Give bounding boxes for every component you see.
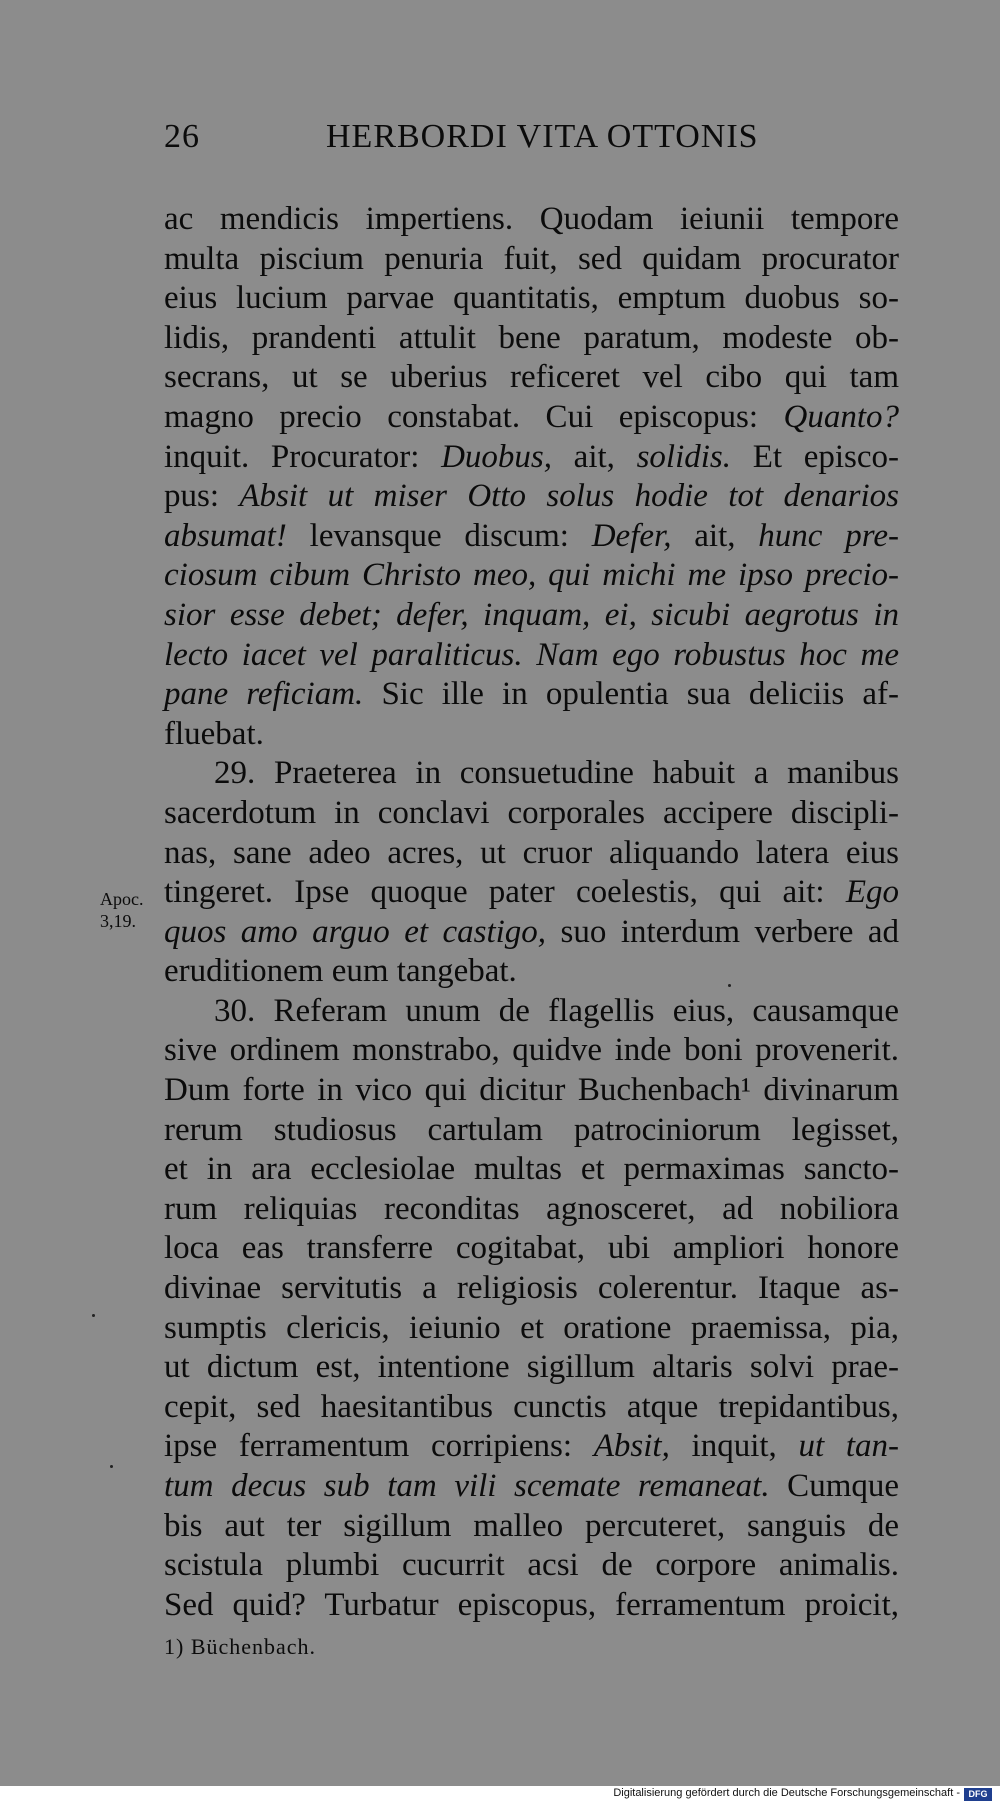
text-segment: pus: (164, 478, 240, 515)
italic-text-segment: pane reficiam. (164, 676, 364, 713)
text-segment: cepit, sed haesitantibus cunctis atque trepidantibus, (164, 1388, 899, 1425)
text-line (164, 952, 899, 992)
text-segment: nas, sane adeo acres, ut cruor aliquando latera eius (164, 834, 899, 871)
text-line (164, 240, 899, 280)
speck-mark (728, 984, 731, 987)
text-line (164, 1388, 899, 1428)
text-line (164, 319, 899, 359)
text-line (164, 596, 899, 636)
text-line (164, 1427, 899, 1467)
italic-text-segment: Absit, (593, 1428, 670, 1465)
text-line (164, 438, 899, 478)
dfg-logo: DFG (964, 1788, 992, 1801)
text-segment: ipse ferramentum corripiens: (164, 1428, 594, 1465)
text-segment: multa piscium penuria fuit, sed quidam procurator (164, 240, 899, 277)
text-segment: scistula plumbi cucurrit acsi de corpore animalis. (164, 1547, 899, 1584)
text-line (164, 675, 899, 715)
speck-mark (92, 1314, 95, 1317)
text-segment: tingeret. Ipse quoque pater coelestis, qui ait: (164, 874, 846, 911)
text-segment: sive ordinem monstrabo, quidve inde boni provenerit. (164, 1032, 899, 1069)
text-line (164, 1546, 899, 1586)
text-segment: sacerdotum in conclavi corporales accipere discipli- (164, 794, 899, 831)
text-line (164, 1309, 899, 1349)
margin-reference-verse: 3,19. (100, 911, 136, 931)
text-line (164, 754, 899, 794)
text-segment: inquit, (669, 1428, 799, 1465)
text-line (164, 517, 899, 557)
text-line (164, 1150, 899, 1190)
text-line (164, 477, 899, 517)
page-number: 26 (164, 118, 200, 155)
italic-text-segment: Quanto? (783, 398, 899, 435)
text-line (164, 1507, 899, 1547)
italic-text-segment: lecto iacet vel paraliticus. Nam ego robustus hoc me (164, 636, 899, 673)
text-segment: Et episco- (731, 438, 899, 475)
text-segment: secrans, ut se uberius reficeret vel cibo qui tam (164, 359, 899, 396)
speck-mark (110, 1465, 113, 1468)
footnote: 1) Büchenbach. (164, 1634, 317, 1659)
text-segment: suo interdum verbere ad (546, 913, 899, 950)
text-segment: magno precio constabat. Cui episcopus: (164, 398, 784, 435)
text-line (164, 794, 899, 834)
italic-text-segment: hunc pre- (758, 517, 900, 554)
text-line (164, 1190, 899, 1230)
italic-text-segment: absumat! (164, 517, 287, 554)
digitization-credit: Digitalisierung gefördert durch die Deutsche Forschungsgemeinschaft - (613, 1787, 960, 1799)
italic-text-segment: Ego (845, 874, 899, 911)
text-segment: 29. Praeterea in consuetudine habuit a manibus (214, 755, 899, 792)
text-segment: ut dictum est, intentione sigillum altaris solvi prae- (164, 1349, 899, 1386)
text-line (164, 834, 899, 874)
running-title: HERBORDI VITA OTTONIS (326, 118, 759, 155)
text-line (164, 358, 899, 398)
text-segment: bis aut ter sigillum malleo percuteret, sanguis de (164, 1507, 899, 1544)
italic-text-segment: Absit ut miser Otto solus hodie tot denarios (239, 478, 899, 515)
text-segment: Dum forte in vico qui dicitur Buchenbach¹ divinarum (164, 1072, 899, 1109)
text-segment: Sed quid? Turbatur episcopus, ferramentum proicit, (164, 1586, 899, 1623)
margin-reference-book: Apoc. (100, 889, 144, 909)
text-line (164, 556, 899, 596)
italic-text-segment: Defer, (591, 517, 672, 554)
text-segment: lidis, prandenti attulit bene paratum, modeste ob- (164, 319, 899, 356)
text-segment: ac mendicis impertiens. Quodam ieiunii tempore (164, 201, 899, 237)
italic-text-segment: quos amo arguo et castigo, (164, 913, 547, 950)
italic-text-segment: ut tan- (798, 1428, 899, 1465)
margin-reference (100, 888, 144, 932)
text-segment: fluebat. (164, 715, 264, 752)
italic-text-segment: Duobus, (441, 438, 552, 475)
italic-text-segment: inquam, (468, 596, 605, 633)
text-line (164, 992, 899, 1032)
text-segment: eius lucium parvae quantitatis, emptum duobus so- (164, 280, 899, 317)
text-segment: eruditionem eum tangebat. (164, 953, 517, 990)
text-segment: 30. Referam unum de flagellis eius, causamque (214, 992, 899, 1029)
text-line (164, 1031, 899, 1071)
text-segment: et in ara ecclesiolae multas et permaximas sancto- (164, 1151, 899, 1188)
text-line (164, 200, 899, 240)
text-line (164, 715, 899, 755)
text-line (164, 873, 899, 913)
italic-text-segment: ei, sicubi aegrotus in (604, 596, 899, 633)
footer-bar (0, 1786, 1000, 1804)
italic-text-segment: solidis. (636, 438, 732, 475)
text-segment: sumptis clericis, ieiunio et oratione praemissa, pia, (164, 1309, 899, 1346)
text-line (164, 1269, 899, 1309)
text-segment: ait, (671, 517, 759, 554)
text-line (164, 1229, 899, 1269)
text-line (164, 1071, 899, 1111)
italic-text-segment: sior esse debet; defer, (164, 596, 469, 633)
italic-text-segment: ciosum cibum Christo meo, qui michi me ipso precio- (164, 557, 899, 594)
text-line (164, 913, 899, 953)
text-line (164, 636, 899, 676)
text-segment: loca eas transferre cogitabat, ubi ampliori honore (164, 1230, 899, 1267)
text-segment: inquit. Procurator: (164, 438, 442, 475)
text-segment: levansque discum: (286, 517, 592, 554)
text-segment: rum reliquias reconditas agnosceret, ad nobiliora (164, 1190, 899, 1227)
text-line (164, 1348, 899, 1388)
italic-text-segment: tum decus sub tam vili scemate remaneat. (164, 1468, 770, 1504)
text-line (164, 1586, 899, 1626)
text-line (164, 1467, 899, 1507)
page-header (164, 118, 899, 166)
text-line (164, 398, 899, 438)
body-text (164, 200, 899, 1625)
text-segment: rerum studiosus cartulam patrociniorum legisset, (164, 1111, 899, 1148)
text-line (164, 279, 899, 319)
text-segment: divinae servitutis a religiosis colerentur. Itaque as- (164, 1270, 899, 1307)
text-segment: Sic ille in opulentia sua deliciis af- (363, 676, 899, 713)
text-segment: ait, (552, 438, 637, 475)
text-segment: Cumque (769, 1468, 900, 1504)
text-line (164, 1111, 899, 1151)
